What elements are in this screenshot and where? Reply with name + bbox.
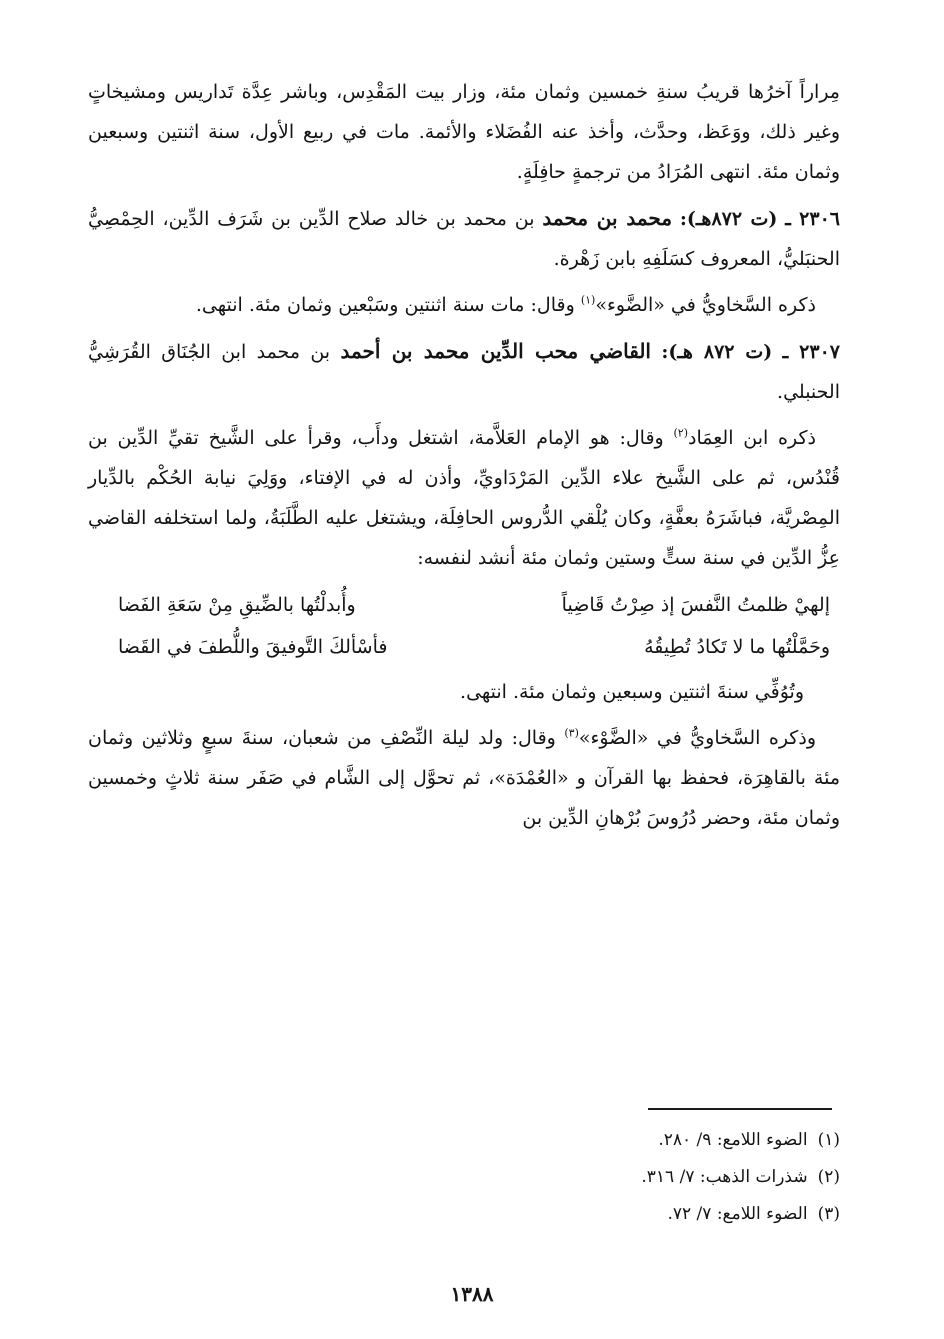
entry-name: القاضي محب الدِّين محمد بن أحمد (340, 339, 651, 363)
text-segment: وذكره السَّخاويُّ في «الضَّوْء» (578, 727, 816, 749)
footnote (641, 1196, 840, 1233)
footnote-ref: (٢) (673, 426, 688, 440)
entry-number: ٢٣٠٦ ـ (785, 208, 840, 230)
text-segment: وقال: مات سنة اثنتين وسَبْعين وثمان مئة. انتهى. (195, 294, 581, 316)
footnotes (641, 1122, 840, 1233)
footnote (641, 1122, 840, 1159)
poem-verse (88, 584, 840, 626)
text-segment: ذكره السَّخاويُّ في «الضَّوء» (595, 294, 816, 316)
poem-verse (88, 626, 840, 668)
footnote-number: (٣) (817, 1204, 840, 1224)
hemistich-first: وحَمَّلْتُها ما لا تَكادُ تُطِيقُهُ (644, 636, 830, 658)
footnote-divider (648, 1108, 832, 1110)
text-segment: وقال: ولد ليلة النِّصْفِ من شعبان، سنةَ سبعٍ وثلاثين وثمان مئة بالقاهِرَة، فحفظ بها القرآن و «العُمْدَة»، ثم تحوَّل إلى الشَّام في صَفَر سنة ثلاثٍ وخمسين وثمان مئة، وحضر دُرُوسَ بُرْهانِ الدِّين بن (88, 727, 840, 829)
entry-date: (ت ٨٧٢هـ): (679, 208, 778, 230)
entry-2307-paragraph-2 (88, 718, 840, 838)
entry-name: محمد بن محمد (542, 206, 673, 230)
text-segment: وقال: هو الإمام العَلاَّمة، اشتغل ودأَب، وقرأ على الشَّيخ تقيِّ الدِّين بن قُنْدُس، ثم على الشَّيخ علاء الدِّين المَرْدَاويِّ، وأذن له في الإفتاء، ووَلِيَ نيابة الحُكْم بالدِّيار المِصْريَّة، فباشَرَهُ بعفَّةٍ، وكان يُلْقي الدُّروس الحافِلَة، ويشتغل عليه الطَّلَبَةُ، ولما استخلفه القاضي عِزُّ الدِّين في سنة ستٍّ وستين وثمان مئة أنشد لنفسه: (88, 427, 840, 569)
entry-lineage: بن محمد ابن الجُنَاق القُرَشِيُّ الحنبلي. (88, 341, 840, 403)
after-poem-line: وتُوُفِّي سنةَ اثنتين وسبعين وثمان مئة. انتهى. (460, 681, 804, 703)
entry-2306-heading (88, 198, 840, 279)
entry-2307-paragraph (88, 418, 840, 578)
paragraph-continuation: مِراراً آخرُها قريبُ سنةِ خمسين وثمان مئة، وزار بيت المَقْدِس، وباشر عِدَّة تَداريس ومشيخاتٍ وغير ذلك، ووَعَظ، وحدَّث، وأخذ عنه الفُضَلاء والأئمة. مات في ربيع الأول، سنة اثنتين وسبعين وثمان مئة. انتهى المُرَادُ من ترجمةٍ حافِلَةٍ. (88, 81, 840, 183)
entry-2306-paragraph (88, 285, 840, 325)
footnote-number: (٢) (817, 1167, 840, 1187)
footnote-text: الضوء اللامع: ٧/ ٧٢. (667, 1204, 808, 1224)
footnote (641, 1159, 840, 1196)
footnote-number: (١) (817, 1130, 840, 1150)
entry-2307-heading (88, 331, 840, 412)
text-segment: ذكره ابن العِمَاد (688, 427, 816, 449)
footnote-ref: (٣) (564, 726, 579, 740)
footnote-text: شذرات الذهب: ٧/ ٣١٦. (641, 1167, 808, 1187)
page-number: ١٣٨٨ (450, 1282, 494, 1306)
hemistich-second: وأُبدلْتُها بالضِّيقِ مِنْ سَعَةِ الفَضا (118, 594, 356, 616)
entry-date: (ت ٨٧٢ هـ): (661, 341, 773, 363)
entry-number: ٢٣٠٧ ـ (782, 341, 840, 363)
footnote-ref: (١) (580, 293, 596, 307)
poem (88, 584, 840, 668)
entry-lineage: بن محمد بن خالد صلاح الدِّين بن شَرَف الدِّين، الحِمْصِيُّ الحنبَليُّ، المعروف كسَلَفِهِ بابن زَهْرة. (88, 208, 840, 270)
hemistich-second: فأسْألكَ التَّوفيقَ واللُّطفَ في القَضا (118, 636, 388, 658)
hemistich-first: إلهيْ ظلمتُ النَّفسَ إذ صِرْتُ قَاضِياً (561, 594, 830, 616)
footnote-text: الضوء اللامع: ٩/ ٢٨٠. (658, 1130, 808, 1150)
